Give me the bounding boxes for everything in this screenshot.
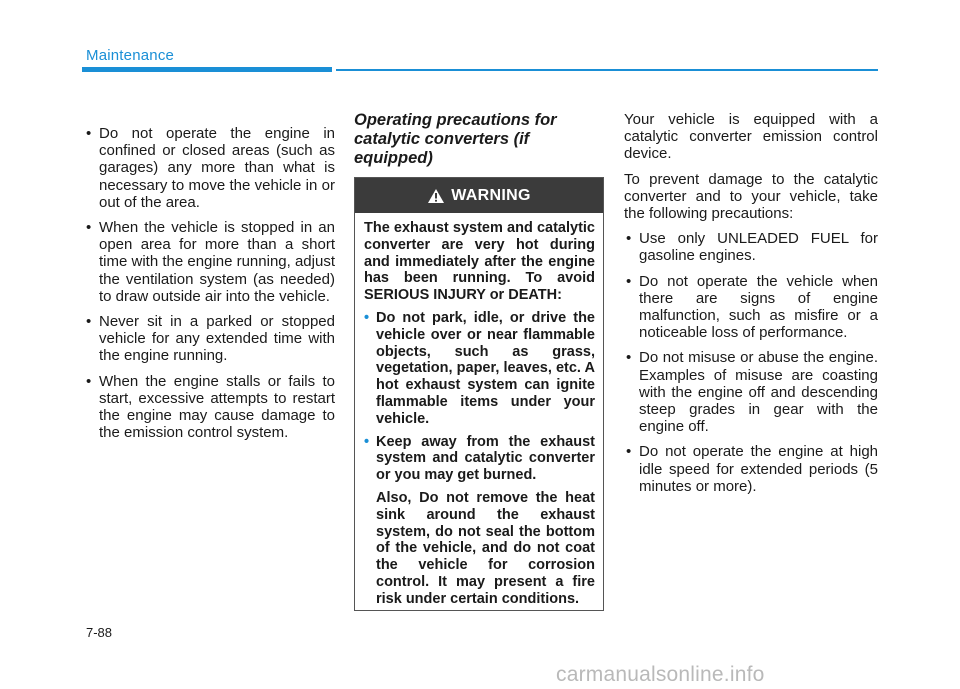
bullet-icon: • [364,433,370,450]
list-item: • Do not operate the vehicle when there are signs of engine malfunction, such as misfire or a noticeable loss of performance. [624,273,878,342]
page-number: 7-88 [86,625,113,640]
list-item: • Do not misuse or abuse the engine. Examples of misuse are coasting with the engine off and descending steep grades in gear with the engine off. [624,349,878,435]
list-item: • When the engine stalls or fails to start, excessive attempts to restart the engine may cause damage to the emission control system. [84,373,335,442]
right-column [624,111,878,503]
warning-item-text: Do not park, idle, or drive the vehicle over or near flammable objects, such as grass, vegetation, paper, leaves, etc. A hot exhaust system can ignite flammable items under your vehicle. [376,309,595,427]
left-column [84,125,335,449]
bullet-icon: • [364,309,370,326]
warning-item-text: Keep away from the exhaust system and catalytic converter or you may get burned. [376,433,595,484]
list-item: • Never sit in a parked or stopped vehicle for any extended time with the engine running. [84,313,335,365]
right-bullet-list [624,230,878,495]
warning-header [355,178,603,213]
list-item: • When the vehicle is stopped in an open area for more than a short time with the engine running, adjust the ventilation system (as needed) to draw outside air into the vehicle. [84,219,335,305]
warning-label: WARNING [451,186,531,204]
intro-paragraph: Your vehicle is equipped with a catalytic converter emission control device. [624,111,878,163]
left-bullet-list [84,125,335,441]
list-item: • Do not operate the engine at high idle speed for extended periods (5 minutes or more). [624,443,878,495]
warning-intro: The exhaust system and catalytic converter are very hot during and immediately after the engine has been running. To avoid SERIOUS INJURY or DEATH: [364,220,595,304]
catalytic-precautions-heading: Operating precautions for catalytic converters (if equipped) [354,111,557,167]
warning-item-extra: Also, Do not remove the heat sink around the exhaust system, do not seal the bottom of the vehicle, and do not coat the vehicle for corrosion control. It may present a fire risk under certain conditions. [376,489,595,607]
warning-item [364,434,595,608]
section-title: Maintenance [86,47,175,64]
warning-body [355,213,603,608]
warning-item [364,310,595,428]
middle-column [354,111,606,611]
intro-paragraph: To prevent damage to the catalytic converter and to your vehicle, take the following precautions: [624,170,878,223]
header-rule-thin [336,69,878,71]
warning-triangle-icon [427,188,445,204]
header-rule-thick [82,67,332,72]
warning-box [354,177,604,611]
list-item: • Use only UNLEADED FUEL for gasoline engines. [624,230,878,264]
list-item: • Do not operate the engine in confined or closed areas (such as garages) any more than what is necessary to move the vehicle in or out of the area. [84,125,335,211]
warning-list [364,310,595,608]
watermark: carmanualsonline.info [556,663,765,686]
